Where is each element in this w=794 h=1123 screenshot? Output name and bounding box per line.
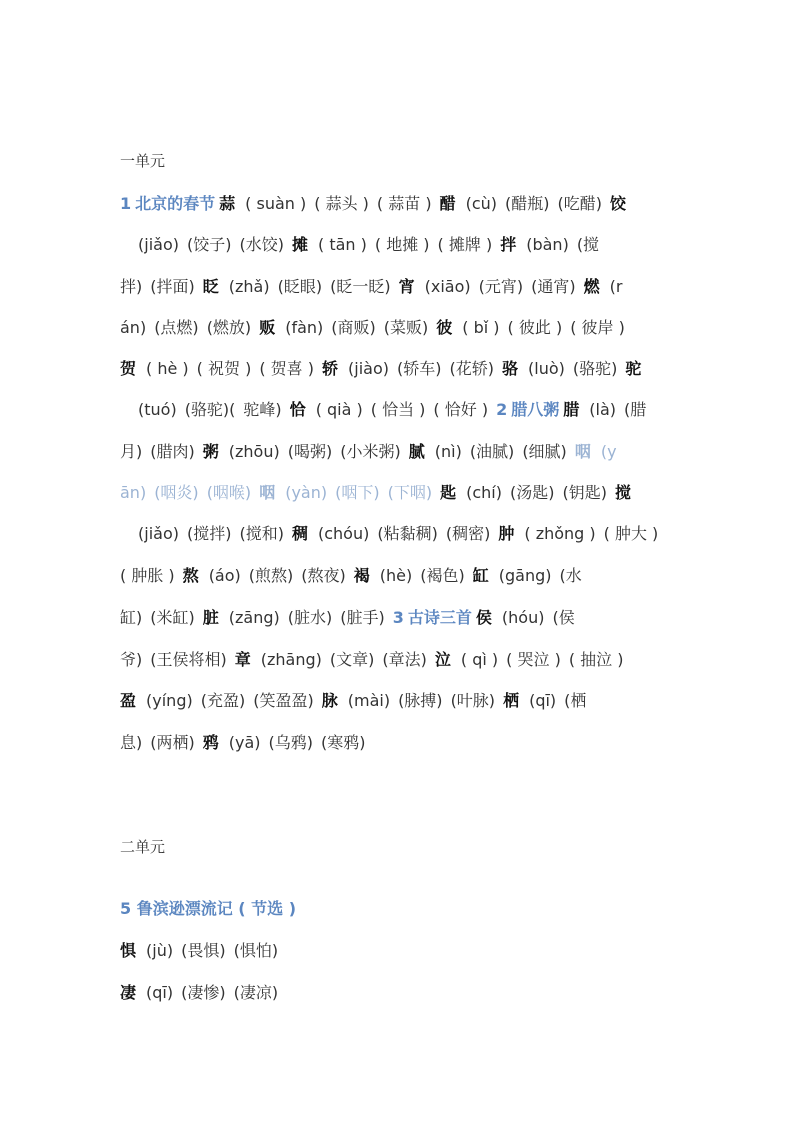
vocab-line bbox=[120, 606, 583, 630]
vocab-word: (燃放) bbox=[206, 318, 252, 337]
pinyin: (mài) bbox=[347, 691, 391, 710]
vocab-character: 贩 bbox=[259, 318, 276, 337]
vocab-character: 章 bbox=[234, 650, 251, 669]
vocab-character: 燃 bbox=[583, 277, 600, 296]
vocab-word: (咽下) bbox=[335, 483, 380, 502]
vocab-word: (腊 bbox=[624, 400, 647, 419]
unit-heading-2: 二单元 bbox=[120, 838, 166, 856]
vocab-character: 腊 bbox=[563, 400, 580, 419]
vocab-word: (褐色) bbox=[420, 566, 465, 585]
vocab-word: (下咽) bbox=[387, 483, 433, 502]
vocab-word: (充盈) bbox=[200, 691, 246, 710]
pinyin: (nì) bbox=[434, 442, 462, 461]
vocab-word: (煎熬) bbox=[248, 566, 294, 585]
vocab-line bbox=[120, 398, 654, 422]
vocab-word: (花轿) bbox=[449, 359, 494, 378]
pinyin: (áo) bbox=[208, 566, 241, 585]
pinyin: ( zhǒng ) bbox=[524, 524, 596, 543]
pinyin: án) bbox=[120, 318, 147, 337]
vocab-line bbox=[120, 275, 630, 299]
vocab-word: (笑盈盈) bbox=[253, 691, 314, 710]
vocab-word: ( 祝贺 ) bbox=[196, 359, 252, 378]
pinyin: (bàn) bbox=[526, 235, 569, 254]
pinyin: ān) bbox=[120, 483, 147, 502]
vocab-line bbox=[120, 233, 607, 257]
pinyin: (r bbox=[609, 277, 623, 296]
lesson-title: 古诗三首 bbox=[407, 608, 472, 627]
vocab-word: (熬夜) bbox=[301, 566, 346, 585]
vocab-word: (水 bbox=[559, 566, 582, 585]
vocab-word: (咽炎) bbox=[154, 483, 199, 502]
vocab-character: 驼 bbox=[625, 359, 642, 378]
vocab-word: ( 蒜头 ) bbox=[314, 194, 369, 213]
vocab-character: 缸 bbox=[472, 566, 489, 585]
vocab-character: 稠 bbox=[291, 524, 308, 543]
vocab-line bbox=[120, 192, 636, 216]
vocab-word: (搅拌) bbox=[186, 524, 232, 543]
pinyin: (qī) bbox=[146, 983, 174, 1002]
vocab-line bbox=[120, 981, 286, 1005]
vocab-word: (油腻) bbox=[469, 442, 515, 461]
vocab-word: (惧怕) bbox=[233, 941, 279, 960]
vocab-word: (点燃) bbox=[154, 318, 199, 337]
vocab-word: ( 摊牌 ) bbox=[437, 235, 493, 254]
vocab-word: 驼峰) bbox=[243, 400, 282, 419]
vocab-word: ( 恰当 ) bbox=[370, 400, 426, 419]
vocab-word: (侯 bbox=[552, 608, 575, 627]
vocab-line bbox=[120, 481, 641, 505]
vocab-word: (水饺) bbox=[239, 235, 284, 254]
pinyin: (xiāo) bbox=[424, 277, 471, 296]
pinyin: (zhōu) bbox=[228, 442, 280, 461]
vocab-word: (细腻) bbox=[522, 442, 567, 461]
pinyin: ( bǐ ) bbox=[462, 318, 500, 337]
vocab-word: (钥匙) bbox=[562, 483, 607, 502]
vocab-character: 泣 bbox=[434, 650, 451, 669]
vocab-character: 栖 bbox=[503, 691, 520, 710]
vocab-line bbox=[120, 522, 666, 546]
vocab-character: 贺 bbox=[120, 359, 137, 378]
lesson-title: 3 bbox=[392, 608, 404, 627]
vocab-character: 匙 bbox=[440, 483, 457, 502]
vocab-character: 熬 bbox=[182, 566, 199, 585]
pinyin: (qī) bbox=[529, 691, 557, 710]
vocab-character: 侯 bbox=[475, 608, 492, 627]
pinyin: (gāng) bbox=[498, 566, 552, 585]
vocab-word: (咽喉) bbox=[206, 483, 252, 502]
vocab-word: ( 贺喜 ) bbox=[259, 359, 314, 378]
vocab-character: 宵 bbox=[398, 277, 415, 296]
pinyin: (hè) bbox=[379, 566, 413, 585]
vocab-word: (醋瓶) bbox=[505, 194, 550, 213]
vocab-character: 腻 bbox=[408, 442, 425, 461]
vocab-word: (脉搏) bbox=[398, 691, 443, 710]
vocab-word: 月) bbox=[120, 442, 143, 461]
vocab-word: (商贩) bbox=[331, 318, 376, 337]
vocab-word: (叶脉) bbox=[450, 691, 496, 710]
unit-heading-1: 一单元 bbox=[120, 152, 166, 170]
vocab-word: (凄凉) bbox=[233, 983, 279, 1002]
pinyin: (chóu) bbox=[317, 524, 370, 543]
vocab-word: (文章) bbox=[329, 650, 375, 669]
vocab-word: (腊肉) bbox=[150, 442, 195, 461]
pinyin: (y bbox=[600, 442, 617, 461]
vocab-character: 咽 bbox=[574, 442, 591, 461]
vocab-word: (小米粥) bbox=[340, 442, 401, 461]
vocab-character: 脉 bbox=[321, 691, 338, 710]
vocab-word: (粘黏稠) bbox=[377, 524, 438, 543]
vocab-word: (脏水) bbox=[287, 608, 333, 627]
vocab-word: (稠密) bbox=[445, 524, 491, 543]
vocab-word: 爷) bbox=[120, 650, 143, 669]
vocab-word: (吃醋) bbox=[557, 194, 603, 213]
vocab-line bbox=[120, 564, 590, 588]
pinyin: (hóu) bbox=[501, 608, 545, 627]
vocab-line bbox=[120, 897, 300, 921]
vocab-line bbox=[120, 316, 633, 340]
vocab-character: 盈 bbox=[120, 691, 137, 710]
pinyin: ( hè ) bbox=[146, 359, 189, 378]
pinyin: (zhǎ) bbox=[228, 277, 270, 296]
vocab-character: 醋 bbox=[439, 194, 456, 213]
vocab-line bbox=[120, 689, 594, 713]
vocab-word: (寒鸦) bbox=[321, 733, 366, 752]
vocab-word: (王侯将相) bbox=[150, 650, 227, 669]
vocab-line bbox=[120, 939, 286, 963]
pinyin: ( qià ) bbox=[315, 400, 363, 419]
vocab-word: 息) bbox=[120, 733, 143, 752]
vocab-word: 拌) bbox=[120, 277, 143, 296]
pinyin: (yàn) bbox=[285, 483, 328, 502]
vocab-character: 褐 bbox=[353, 566, 370, 585]
pinyin: (chí) bbox=[466, 483, 502, 502]
vocab-word: (章法) bbox=[382, 650, 427, 669]
vocab-word: ( 地摊 ) bbox=[374, 235, 430, 254]
vocab-character: 眨 bbox=[202, 277, 219, 296]
pinyin: (tuó) bbox=[138, 400, 177, 419]
pinyin: (yā) bbox=[228, 733, 261, 752]
vocab-character: 拌 bbox=[500, 235, 517, 254]
vocab-word: (元宵) bbox=[478, 277, 524, 296]
vocab-character: 脏 bbox=[202, 608, 219, 627]
lesson-title: 1 bbox=[120, 194, 132, 213]
vocab-word: (搅和) bbox=[239, 524, 284, 543]
vocab-character: 咽 bbox=[259, 483, 276, 502]
pinyin: (cù) bbox=[465, 194, 498, 213]
vocab-word: (喝粥) bbox=[287, 442, 333, 461]
vocab-character: 凄 bbox=[120, 983, 137, 1002]
vocab-word: (脏手) bbox=[340, 608, 385, 627]
vocab-line bbox=[120, 731, 374, 755]
vocab-character: 摊 bbox=[291, 235, 308, 254]
pinyin: ( qì ) bbox=[460, 650, 499, 669]
pinyin: ( tān ) bbox=[317, 235, 367, 254]
pinyin: (yíng) bbox=[146, 691, 193, 710]
lesson-title: 北京的春节 bbox=[135, 194, 216, 213]
lesson-title: 2 bbox=[496, 400, 508, 419]
pinyin: (jiào) bbox=[348, 359, 389, 378]
vocab-word: ( 彼此 ) bbox=[507, 318, 563, 337]
vocab-word: (骆驼) bbox=[572, 359, 618, 378]
vocab-word: (骆驼)( bbox=[184, 400, 236, 419]
vocab-word: ( 恰好 ) bbox=[433, 400, 489, 419]
vocab-line bbox=[120, 440, 625, 464]
vocab-word: (栖 bbox=[564, 691, 587, 710]
vocab-word: ( 抽泣 ) bbox=[568, 650, 624, 669]
vocab-word: ( 哭泣 ) bbox=[506, 650, 561, 669]
vocab-word: 缸) bbox=[120, 608, 143, 627]
vocab-word: (乌鸦) bbox=[268, 733, 314, 752]
vocab-word: (眨眼) bbox=[277, 277, 323, 296]
pinyin: (zhāng) bbox=[260, 650, 322, 669]
vocab-word: ( 肿大 ) bbox=[603, 524, 659, 543]
vocab-character: 惧 bbox=[120, 941, 137, 960]
vocab-character: 恰 bbox=[289, 400, 306, 419]
vocab-word: (畏惧) bbox=[181, 941, 226, 960]
vocab-word: (轿车) bbox=[396, 359, 442, 378]
vocab-word: (米缸) bbox=[150, 608, 195, 627]
pinyin: (jiǎo) bbox=[138, 524, 179, 543]
pinyin: ( suàn ) bbox=[245, 194, 307, 213]
pinyin: (là) bbox=[589, 400, 616, 419]
vocab-word: (两栖) bbox=[150, 733, 195, 752]
vocab-word: (饺子) bbox=[186, 235, 232, 254]
vocab-character: 粥 bbox=[202, 442, 219, 461]
vocab-character: 轿 bbox=[322, 359, 339, 378]
vocab-character: 彼 bbox=[436, 318, 453, 337]
vocab-line bbox=[120, 648, 632, 672]
lesson-title: 5 鲁滨逊漂流记 ( 节选 ) bbox=[120, 899, 297, 918]
vocab-word: (眨一眨) bbox=[330, 277, 391, 296]
vocab-word: ( 彼岸 ) bbox=[570, 318, 625, 337]
vocab-word: ( 肿胀 ) bbox=[120, 566, 175, 585]
vocab-word: (汤匙) bbox=[510, 483, 555, 502]
lesson-title: 腊八粥 bbox=[511, 400, 560, 419]
vocab-line bbox=[120, 357, 651, 381]
pinyin: (jù) bbox=[146, 941, 174, 960]
pinyin: (fàn) bbox=[285, 318, 324, 337]
pinyin: (jiǎo) bbox=[138, 235, 179, 254]
vocab-word: (通宵) bbox=[531, 277, 576, 296]
vocab-character: 蒜 bbox=[219, 194, 236, 213]
vocab-word: (拌面) bbox=[150, 277, 195, 296]
vocab-word: (凄惨) bbox=[181, 983, 226, 1002]
vocab-character: 肿 bbox=[498, 524, 515, 543]
vocab-word: ( 蒜苗 ) bbox=[376, 194, 432, 213]
vocab-word: (搅 bbox=[576, 235, 600, 254]
vocab-word: (菜贩) bbox=[383, 318, 429, 337]
vocab-character: 饺 bbox=[610, 194, 627, 213]
pinyin: (luò) bbox=[528, 359, 565, 378]
pinyin: (zāng) bbox=[228, 608, 280, 627]
vocab-character: 搅 bbox=[615, 483, 632, 502]
vocab-character: 鸦 bbox=[202, 733, 219, 752]
vocab-character: 骆 bbox=[501, 359, 518, 378]
